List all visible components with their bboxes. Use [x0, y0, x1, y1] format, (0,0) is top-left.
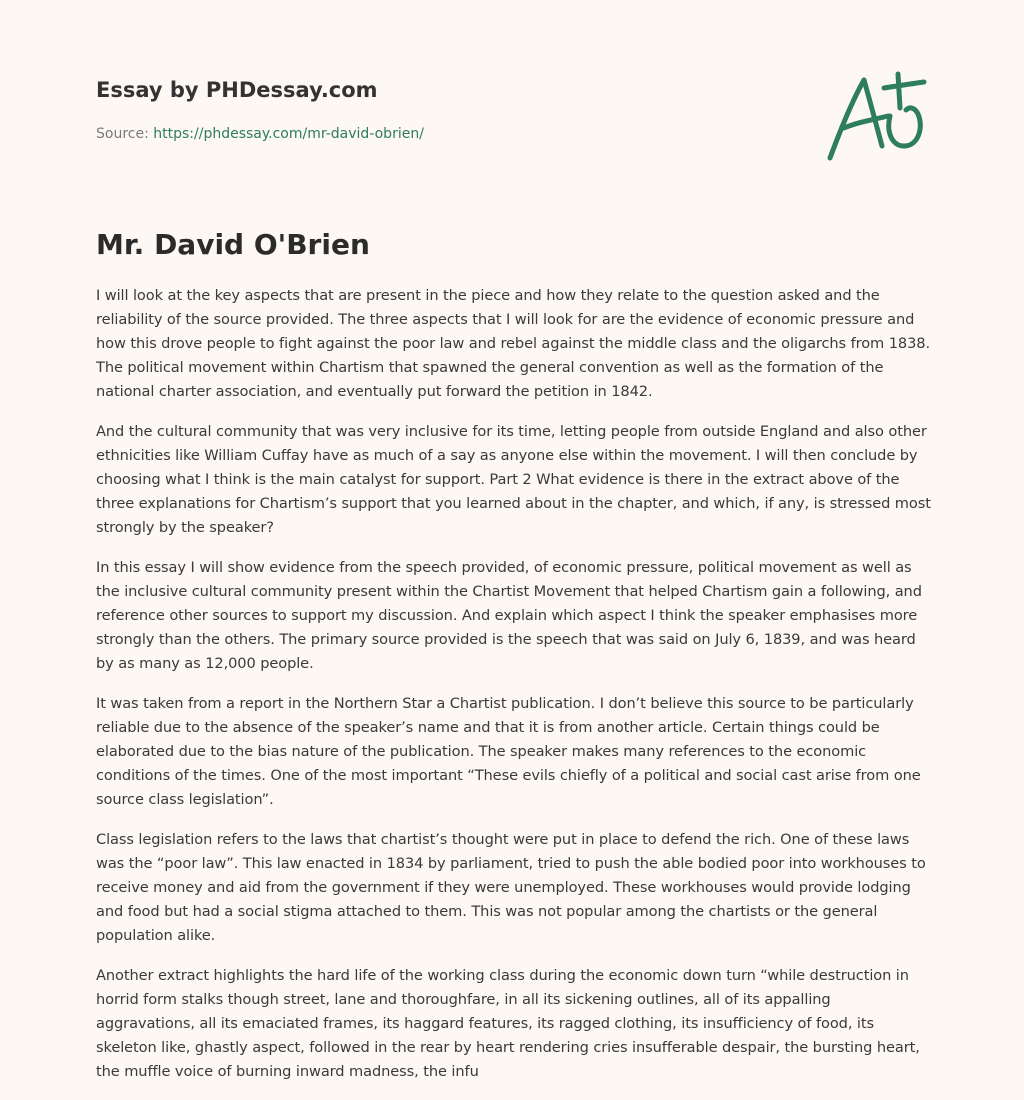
essay-paragraph: Another extract highlights the hard life of the working class during the economic down turn “while destruction in horrid form stalks though street, lane and thoroughfare, in all its sickening outlines, all of its appalling aggravations, all its emaciated frames, its haggard features, its ragged clothing, its insufficiency of food, its skeleton like, ghastly aspect, followed in the rear by heart rendering cries insufferable despair, the bursting heart, the muffle voice of burning inward madness, the infu: [96, 967, 920, 1080]
brand-title: Essay by PHDessay.com: [96, 78, 378, 102]
a-plus-logo-icon: [820, 66, 930, 166]
essay-paragraph: It was taken from a report in the Northern Star a Chartist publication. I don’t believe this source to be particularly reliable due to the absence of the speaker’s name and that it is from another article. Certain things could be elaborated due to the bias nature of the publication. The speaker makes many references to the economic conditions of the times. One of the most important “These evils chiefly of a political and social cast arise from one source class legislation”.: [96, 695, 921, 808]
essay-title: Mr. David O'Brien: [96, 228, 370, 261]
essay-paragraph: In this essay I will show evidence from the speech provided, of economic pressure, political movement as well as the inclusive cultural community present within the Chartist Movement that helped Chartism gain a following, and reference other sources to support my discussion. And explain which aspect I think the speaker emphasises more strongly than the others. The primary source provided is the speech that was said on July 6, 1839, and was heard by as many as 12,000 people.: [96, 559, 922, 672]
source-label: Source:: [96, 126, 154, 142]
essay-body: [96, 284, 932, 1100]
source-line: [96, 124, 796, 144]
page-header: [96, 76, 796, 144]
essay-paragraph: Class legislation refers to the laws that chartist’s thought were put in place to defend the rich. One of these laws was the “poor law”. This law enacted in 1834 by parliament, tried to push the able bodied poor into workhouses to receive money and aid from the government if they were unemployed. These workhouses would provide lodging and food but had a social stigma attached to them. This was not popular among the chartists or the general population alike.: [96, 831, 926, 944]
source-link[interactable]: https://phdessay.com/mr-david-obrien/: [153, 126, 424, 142]
essay-paragraph: I will look at the key aspects that are present in the piece and how they relate to the question asked and the reliability of the source provided. The three aspects that I will look for are the evidence of economic pressure and how this drove people to fight against the poor law and rebel against the middle class and the oligarchs from 1838. The political movement within Chartism that spawned the general convention as well as the formation of the national charter association, and eventually put forward the petition in 1842.: [96, 287, 930, 400]
essay-paragraph: And the cultural community that was very inclusive for its time, letting people from outside England and also other ethnicities like William Cuffay have as much of a say as anyone else within the movement. I will then conclude by choosing what I think is the main catalyst for support. Part 2 What evidence is there in the extract above of the three explanations for Chartism’s support that you learned about in the chapter, and which, if any, is stressed most strongly by the speaker?: [96, 423, 931, 536]
